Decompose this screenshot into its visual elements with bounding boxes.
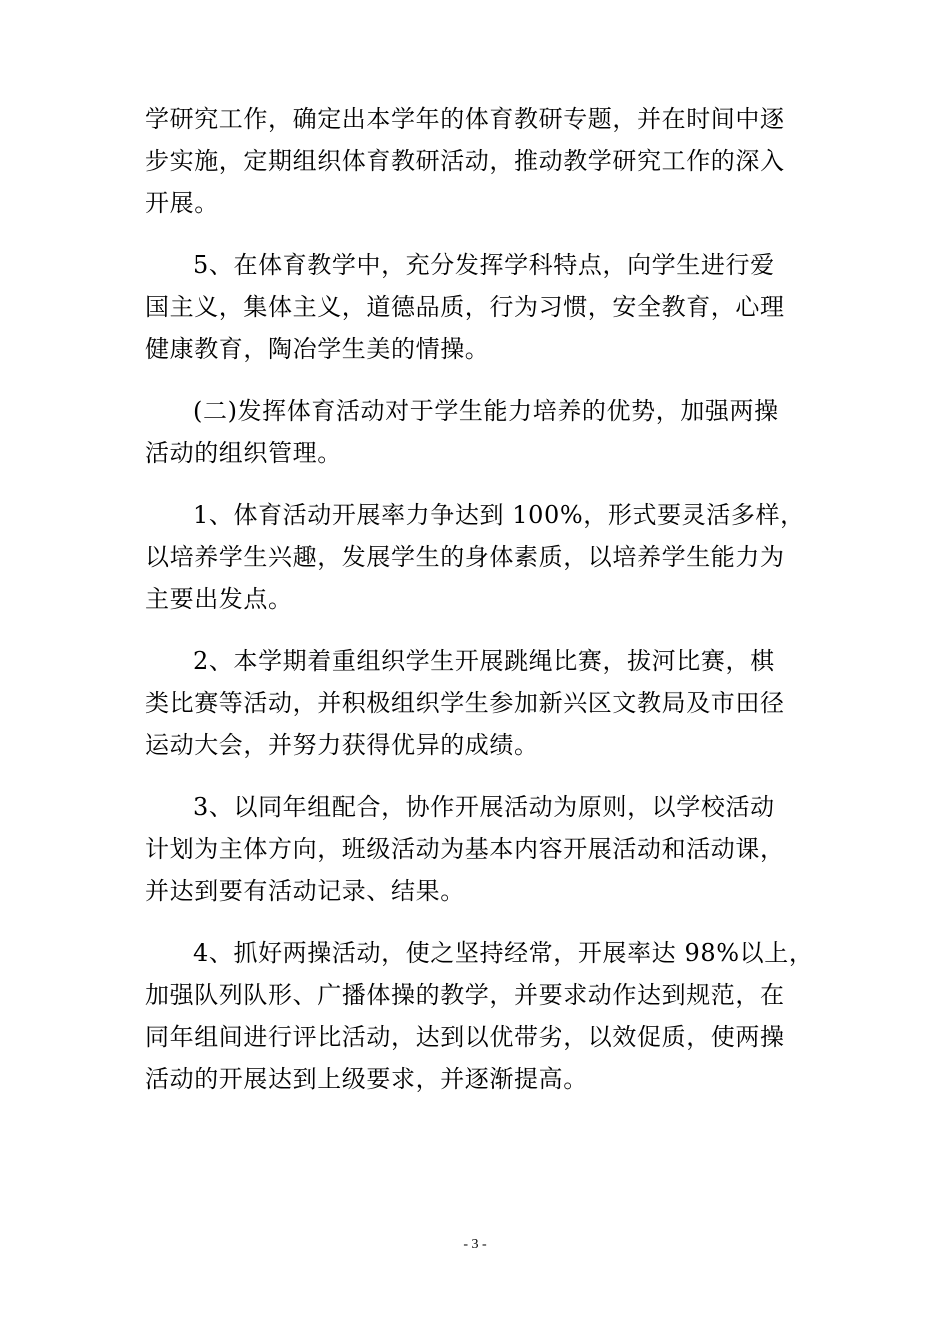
text-line: 同年组间进行评比活动，达到以优带劣，以效促质，使两操 [145, 1023, 785, 1051]
paragraph [145, 244, 810, 370]
text-line: 1、体育活动开展率力争达到 100%，形式要灵活多样， [193, 501, 805, 529]
paragraph [145, 640, 810, 766]
text-line: 健康教育，陶冶学生美的情操。 [145, 335, 490, 363]
text-line: 类比赛等活动，并积极组织学生参加新兴区文教局及市田径 [145, 689, 785, 717]
text-line: 活动的组织管理。 [145, 439, 342, 467]
paragraph [145, 932, 814, 1100]
text-line: 5、在体育教学中，充分发挥学科特点，向学生进行爱 [193, 251, 775, 279]
text-line: 运动大会，并努力获得优异的成绩。 [145, 731, 539, 759]
text-line: 加强队列队形、广播体操的教学，并要求动作达到规范，在 [145, 981, 785, 1009]
text-line: 以培养学生兴趣，发展学生的身体素质，以培养学生能力为 [145, 543, 785, 571]
text-line: 4、抓好两操活动，使之坚持经常，开展率达 98%以上， [193, 939, 814, 967]
text-line: 3、以同年组配合，协作开展活动为原则，以学校活动 [193, 793, 775, 821]
text-line: (二)发挥体育活动对于学生能力培养的优势，加强两操 [193, 397, 779, 425]
text-line: 计划为主体方向，班级活动为基本内容开展活动和活动课， [145, 835, 785, 863]
text-line: 开展。 [145, 189, 219, 217]
text-line: 活动的开展达到上级要求，并逐渐提高。 [145, 1065, 588, 1093]
section-heading-paragraph [145, 390, 810, 474]
text-line: 步实施，定期组织体育教研活动，推动教学研究工作的深入 [145, 147, 785, 175]
paragraph [145, 98, 810, 224]
text-line: 学研究工作，确定出本学年的体育教研专题，并在时间中逐 [145, 105, 785, 133]
paragraph [145, 494, 810, 620]
paragraph [145, 786, 810, 912]
text-line: 国主义，集体主义，道德品质，行为习惯，安全教育，心理 [145, 293, 785, 321]
page-number: - 3 - [463, 1237, 487, 1252]
text-line: 2、本学期着重组织学生开展跳绳比赛，拔河比赛，棋 [193, 647, 775, 675]
document-body [145, 98, 814, 1120]
text-line: 并达到要有活动记录、结果。 [145, 877, 465, 905]
text-line: 主要出发点。 [145, 585, 293, 613]
